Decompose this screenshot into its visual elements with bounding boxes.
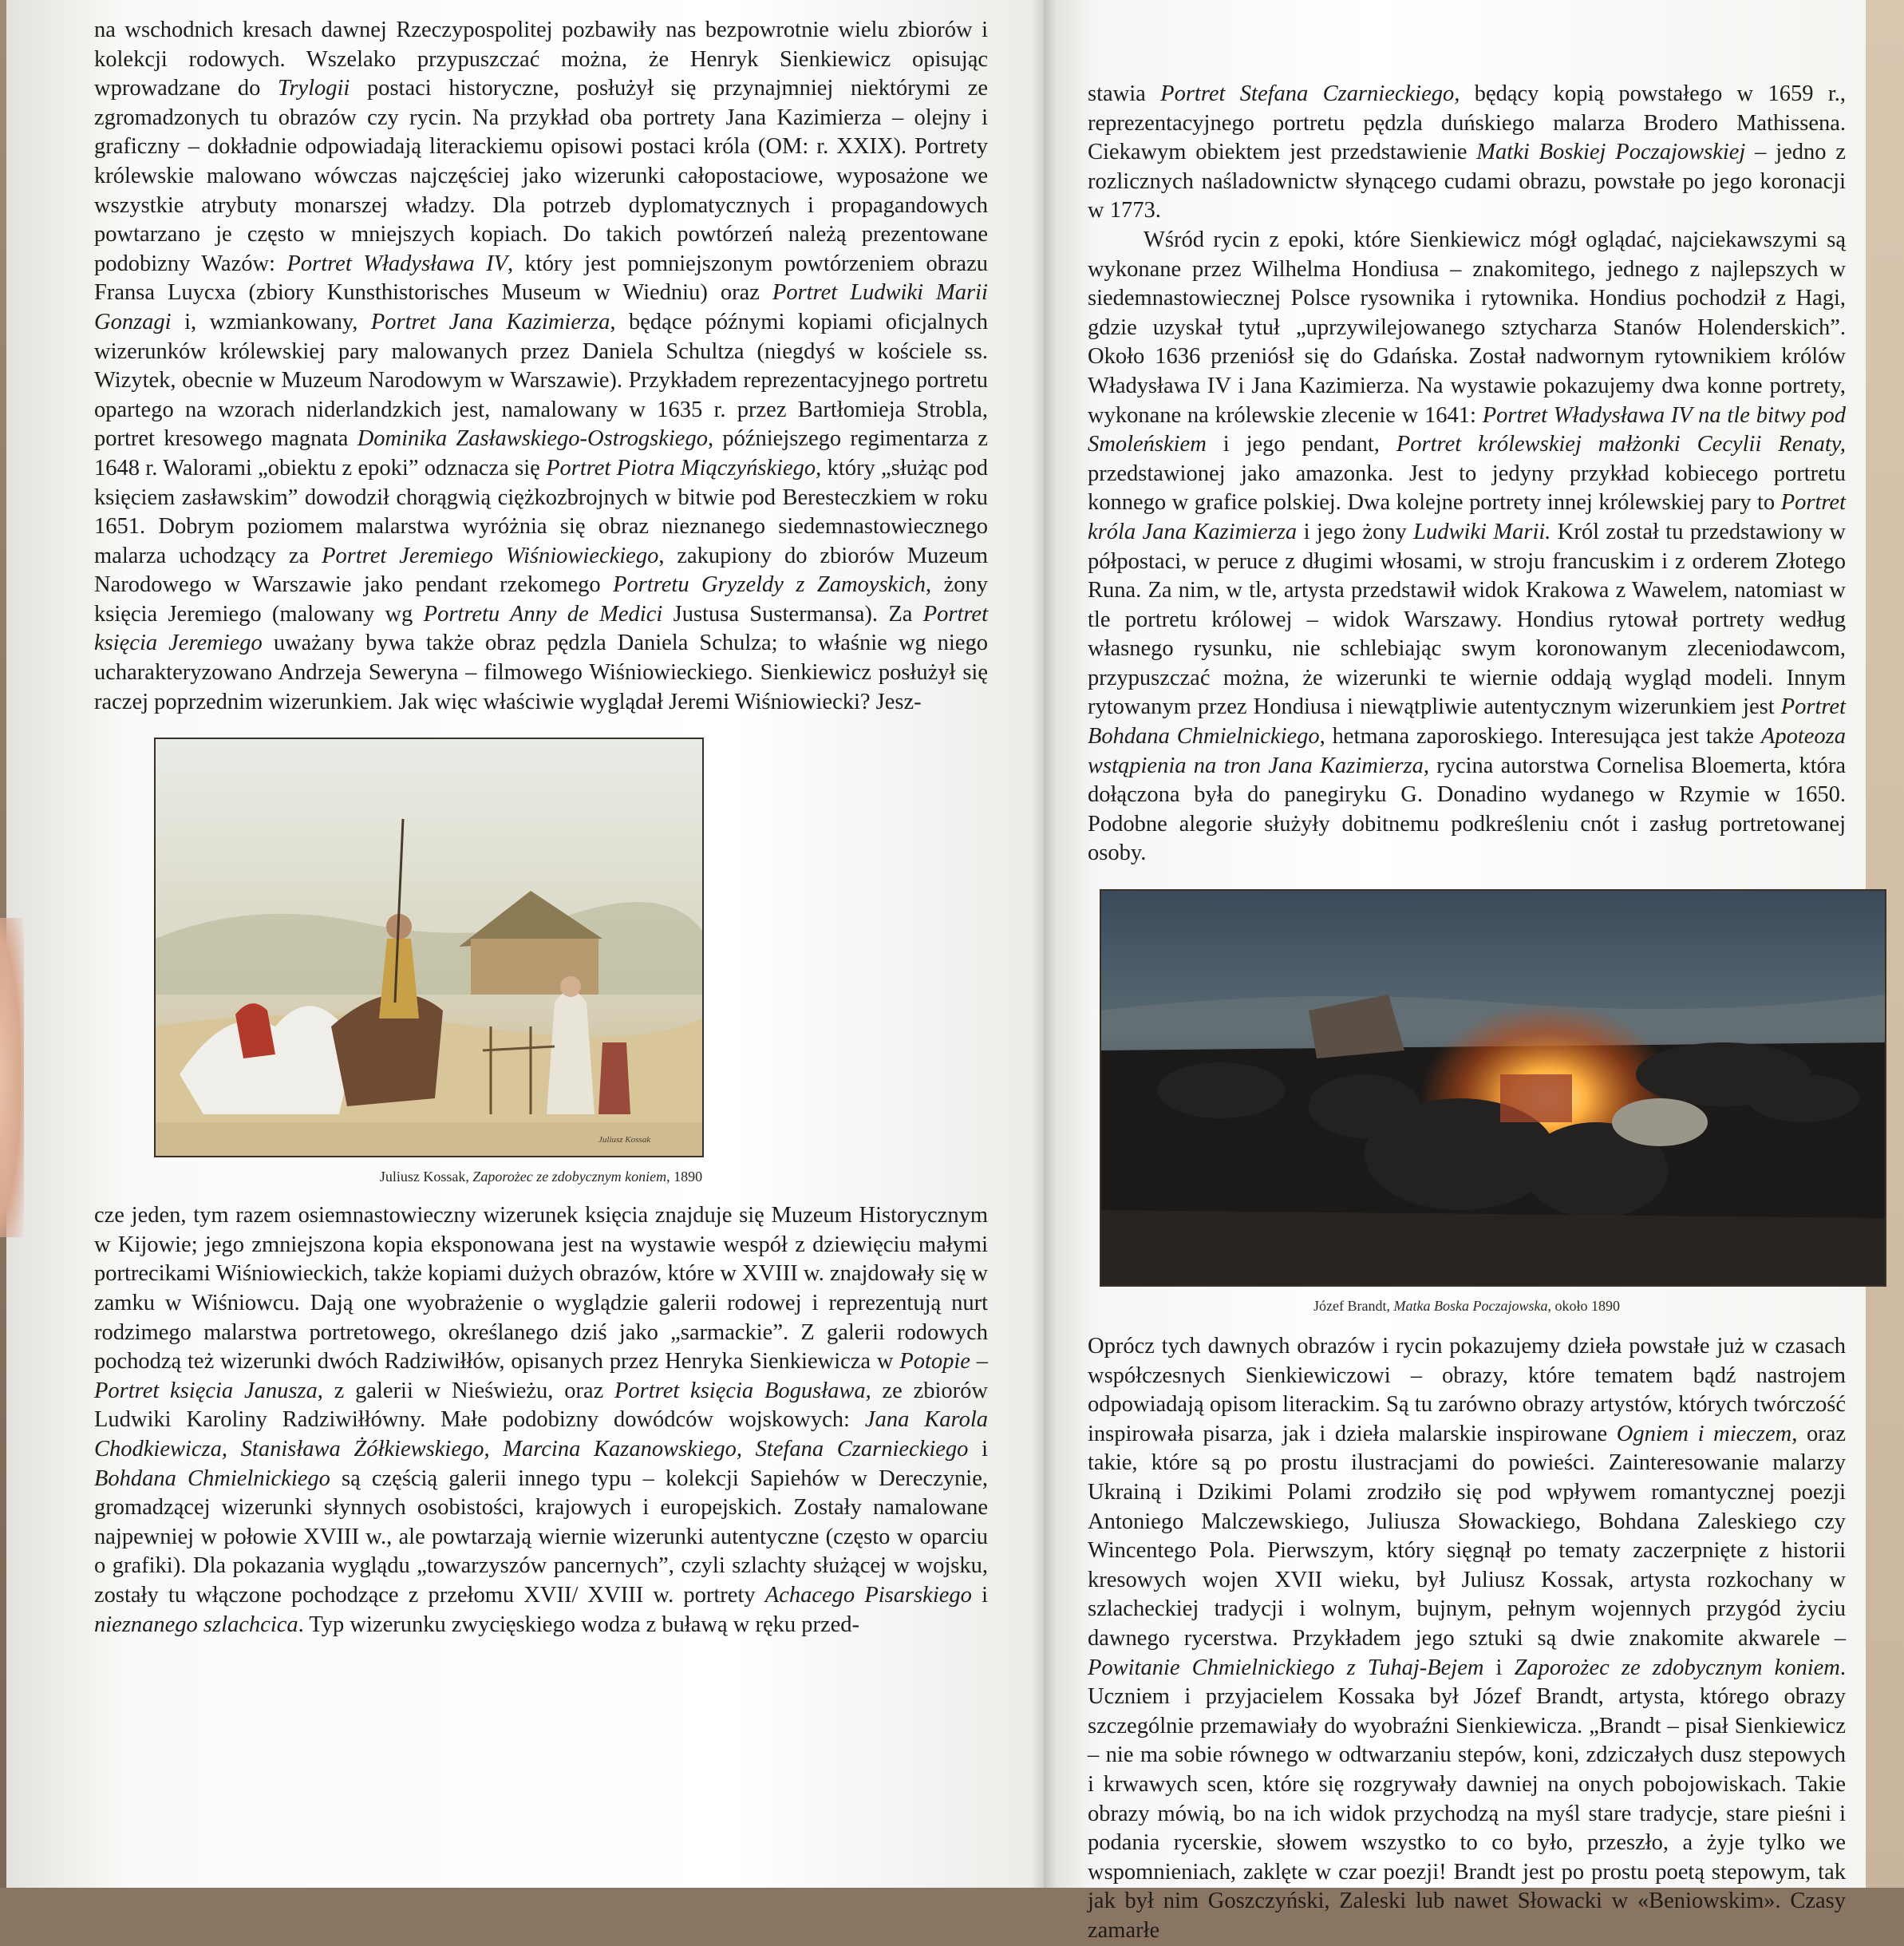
paragraph-continued: Oprócz tych dawnych obrazów i rycin pokazujemy dzieła powstałe już w czasach współczesnych Sienkiewiczowi – obrazy, które tematem bądź nastrojem odpowiadają opisom literackim. Są tu zarówno obrazy artystów, których twórczość inspirowała pisarza, jak i dzieła malarskie inspirowane Ogniem i mieczem, oraz takie, które są po prostu ilustracjami do powieści. Zainteresowanie malarzy Ukrainą i Dzikimi Polami zrodziło się pod wpływem romantycznej poezji Antoniego Malczewskiego, Juliusza Słowackiego, Bohdana Zaleskiego czy Wincentego Pola. Pierwszym, który sięgnął po tematy zaczerpnięte z historii kresowych wojen XVII wieku, był Juliusz Kossak, artysta rozkochany w szlacheckiej tradycji i wolnym, bujnym, pełnym wojennych przygód życiu dawnego rycerstwa. Przykładem jego sztuki są dwie znakomite akwarele – Powitanie Chmielnickiego z Tuhaj-Bejem i Zaporożec ze zdobycznym koniem. Uczniem i przyjacielem Kossaka był Józef Brandt, artysta, którego obrazy szczególnie przemawiały do wyobraźni Sienkiewicza. „Brandt – pisał Sienkiewicz – nie ma sobie równego w odtwarzaniu stepów, koni, zdziczałych dusz stepowych i krwawych scen, które się rozgrywały dawniej na onych pobojowiskach. Takie obrazy mówią, bo na ich widok przychodzą na myśl stare tradycje, stare pieśni i podania rycerskie, słowem wszystko to co było, przeszło, a żyje tylko we wspomnieniach, zaklęte w czar poezji! Brandt jest po prostu poetą stepowym, tak jak był nim Goszczyński, Zaleski lub nawet Słowacki w «Beniowskim». Czasy zamarłe	[1088, 1334, 1846, 1943]
right-page-text-top	[1088, 80, 1846, 868]
painting-brandt-image	[1100, 889, 1886, 1287]
paragraph-continued: cze jeden, tym razem osiemnastowieczny wizerunek księcia znajduje się Muzeum Historycznym w Kijowie; jego zmniejszona kopia eksponowana jest na wystawie wespół z dziewięciu małymi portrecikami Wiśniowieckich, także kopiami dużych obrazów, które w XVIII w. znajdowały się w zamku w Wiśniowcu. Dają one wyobrażenie o wyglądzie galerii rodowej i reprezentują nurt rodzimego malarstwa portretowego, określanego dziś jako „sarmackie”. Z galerii rodowych pochodzą też wizerunki dwóch Radziwiłłów, opisanych przez Henryka Sienkiewicza w Potopie – Portret księcia Janusza, z galerii w Nieświeżu, oraz Portret księcia Bogusława, ze zbiorów Ludwiki Karoliny Radziwiłłówny. Małe podobizny dowódców wojskowych: Jana Karola Chodkiewicza, Stanisława Żółkiewskiego, Marcina Kazanowskiego, Stefana Czarnieckiego i Bohdana Chmielnickiego są częścią galerii innego typu – kolekcji Sapiehów w Dereczynie, gromadzącej wizerunki słynnych osobistości, krajowych i europejskich. Zostały namalowane najpewniej w połowie XVIII w., ale powtarzają wiernie wizerunki autentyczne (często w oparciu o grafiki). Dla pokazania wyglądu „towarzyszów pancernych”, czyli szlachty służącej w wojsku, zostały tu włączone pochodzące z przełomu XVII/ XVIII w. portrety Achacego Pisarskiego i nieznanego szlachcica. Typ wizerunku zwycięskiego wodza z buławą w ręku przed-	[94, 1203, 989, 1637]
caption-brandt: Józef Brandt, Matka Boska Poczajowska, około 1890	[1313, 1298, 1620, 1315]
left-page-text-bottom	[94, 1201, 988, 1639]
caption-kossak: Juliusz Kossak, Zaporożec ze zdobycznym koniem, 1890	[379, 1169, 703, 1185]
paragraph: Wśród rycin z epoki, które Sienkiewicz mógł oglądać, najciekawszymi są wykonane przez Wilhelma Hondiusa – znakomitego, jednego z najlepszych w siedemnastowiecznej Polsce rysownika i rytownika. Hondius pochodził z Hagi, gdzie uzyskał tytuł „uprzywilejowanego sztycharza Stanów Holenderskich”. Około 1636 przeniósł się do Gdańska. Został nadwornym rytownikiem królów Władysława IV i Jana Kazimierza. Na wystawie pokazujemy dwa konne portrety, wykonane na królewskie zlecenie w 1641: Portret Władysława IV na tle bitwy pod Smoleńskiem i jego pendant, Portret królewskiej małżonki Cecylii Renaty, przedstawionej jako amazonka. Jest to jedyny przykład kobiecego portretu konnego w grafice polskiej. Dwa kolejne portrety innej królewskiej pary to Portret króla Jana Kazimierza i jego żony Ludwiki Marii. Król został tu przedstawiony w półpostaci, w peruce z długimi włosami, w stroju francuskim i z orderem Złotego Runa. Za nim, w tle, artysta przedstawił widok Krakowa z Wawelem, natomiast w tle portretu królowej – widok Warszawy. Hondius rytował portrety według własnego rysunku, nie schlebiając swym koronowanym zleceniodawcom, przypuszczać można, że wizerunki te wiernie oddają wygląd modeli. Innym rytowanym przez Hondiusa i niewątpliwie autentycznym wizerunkiem jest Portret Bohdana Chmielnickiego, hetmana zaporoskiego. Interesująca jest także Apoteoza wstąpienia na tron Jana Kazimierza, rycina autorstwa Cornelisa Bloemerta, która dołączona była do panegiryku G. Donadino wydanego w Rzymie w 1650. Podobne alegorie służyły dobitnemu podkreśleniu cnót i zasług portretowanej osoby.	[1088, 227, 1847, 866]
left-page-text-top	[94, 16, 988, 717]
paragraph: na wschodnich kresach dawnej Rzeczypospolitej pozbawiły nas bezpowrotnie wielu zbiorów i kolekcji rodowych. Wszelako przypuszczać można, że Henryk Sienkiewicz opisując wprowadzane do Trylogii postaci historyczne, posłużył się przynajmniej niektórymi ze zgromadzonych tu obrazów czy rycin. Na przykład oba portrety Jana Kazimierza – olejny i graficzny – dokładnie odpowiadają literackiemu opisowi postaci króla (OM: r. XXIX). Portrety królewskie malowano wówczas najczęściej jako wizerunki całopostaciowe, wyposażone we wszystkie atrybuty monarszej władzy. Dla potrzeb dyplomatycznych i propagandowych powtarzano je często w mniejszych kopiach. Do takich powtórzeń należą prezentowane podobizny Wazów: Portret Władysława IV, który jest pomniejszonym powtórzeniem obrazu Fransa Luycxa (zbiory Kunsthistorisches Museum w Wiedniu) oraz Portret Ludwiki Marii Gonzagi i, wzmiankowany, Portret Jana Kazimierza, będące późnymi kopiami oficjalnych wizerunków królewskiej pary malowanych przez Daniela Schultza (niegdyś w kościele ss. Wizytek, obecnie w Muzeum Narodowym w Warszawie). Przykładem reprezentacyjnego portretu opartego na wzorach niderlandzkich jest, namalowany w 1635 r. przez Bartłomieja Strobla, portret kresowego magnata Dominika Zasławskiego-Ostrogskiego, późniejszego regimentarza z 1648 r. Walorami „obiektu z epoki” odznacza się Portret Piotra Miączyńskiego, który „służąc pod księciem zasławskim” dowodził chorągwią ciężkozbrojnych w bitwie pod Beresteczkiem w roku 1651. Dobrym poziomem malarstwa wyróżnia się obraz nieznanego siedemnastowiecznego malarza uchodzący za Portret Jeremiego Wiśniowieckiego, zakupiony do zbiorów Muzeum Narodowego w Warszawie jako pendant rzekomego Portretu Gryzeldy z Zamoyskich, żony księcia Jeremiego (malowany wg Portretu Anny de Medici Justusa Sustermansa). Za Portret księcia Jeremiego uważany bywa także obraz pędzla Daniela Schulza; to właśnie wg niego ucharakteryzowano Andrzeja Seweryna – filmowego Wiśniowieckiego. Sienkiewicz posłużył się raczej poprzednim wizerunkiem. Jak więc właściwie wyglądał Jeremi Wiśniowiecki? Jesz-	[94, 18, 989, 714]
figure-kossak	[94, 738, 988, 1185]
booklet	[6, 0, 1866, 1943]
right-page-text-bottom	[1088, 1332, 1846, 1945]
right-page	[1044, 0, 1866, 1943]
paragraph: stawia Portret Stefana Czarnieckiego, będący kopią powstałego w 1659 r., reprezentacyjnego portretu pędzla duńskiego malarza Brodero Mathissena. Ciekawym obiektem jest przedstawienie Matki Boskiej Poczajowskiej – jedno z rozlicznych naśladownictw słynącego cudami obrazu, powstałe po jego koronacji w 1773.	[1088, 81, 1847, 223]
figure-brandt	[1088, 889, 1846, 1315]
booklet-fold	[1032, 0, 1056, 1888]
thumb	[0, 918, 24, 1237]
painting-signature: Juliusz Kossak	[598, 1135, 651, 1145]
painting-kossak-image	[154, 738, 704, 1157]
left-page	[6, 0, 1044, 1888]
